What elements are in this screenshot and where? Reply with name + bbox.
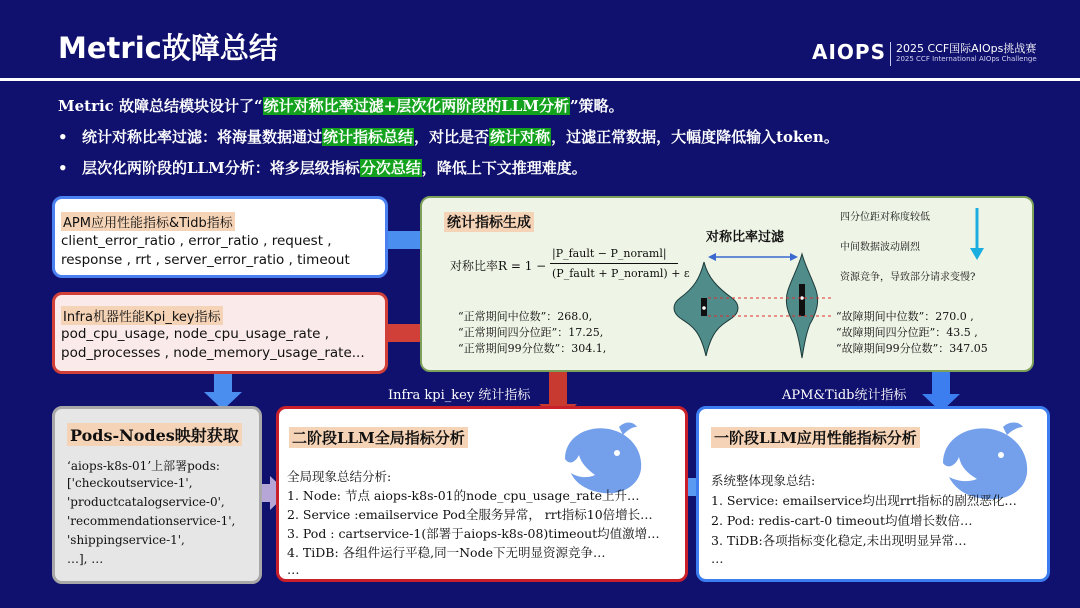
stage2-line: 2. Service :emailservice Pod全服务异常， rrt指标10倍增长… [287, 507, 653, 522]
formula-denominator: (P_fault + P_noraml) + ε [552, 267, 690, 280]
logo-text: AIOPS [812, 40, 886, 64]
page-title: Metric故障总结 [58, 31, 278, 65]
stage2-line: 1. Node: 节点 aiops-k8s-01的node_cpu_usage_rate上升… [287, 488, 640, 503]
stage1-line: 1. Service: emailservice均出现rrt指标的剧烈恶化… [711, 493, 1017, 508]
formula-numerator: |P_fault − P_noraml| [552, 247, 667, 260]
observation-note: 中间数据波动剧烈 [840, 242, 920, 253]
stage1-box-title: 一阶段LLM应用性能指标分析 [711, 427, 920, 448]
stage1-line: … [711, 551, 724, 566]
infra-metrics-line: pod_processes , node_memory_usage_rate... [61, 345, 365, 361]
stage2-line: 全局现象总结分析: [287, 469, 392, 484]
apm-metrics-box [52, 196, 388, 278]
bullet-highlight: 分次总结 [360, 159, 421, 177]
pods-line: ‘aiops-k8s-01’上部署pods: [67, 459, 220, 473]
observation-note: 资源竞争，导致部分请求变慢? [840, 272, 976, 283]
stage1-app-analysis-box [696, 406, 1050, 582]
bullet-highlight: 统计指标总结 [323, 128, 414, 146]
bullet-dot: • [58, 159, 68, 177]
stage2-line: 4. TiDB: 各组件运行平稳,同一Node下无明显资源竞争… [287, 545, 606, 560]
apm-box-title: APM应用性能指标&Tidb指标 [61, 212, 235, 231]
stage2-line: … [287, 562, 300, 577]
pods-line: 'recommendationservice-1', [67, 514, 236, 528]
bullet-text: ，对比是否 [414, 128, 490, 146]
stage1-line: 系统整体现象总结: [711, 473, 816, 488]
normal-median [702, 306, 706, 310]
fault-stat: “故障期间中位数”：270.0 , [836, 310, 974, 323]
infra-stats-label: Infra kpi_key 统计指标 [388, 388, 531, 403]
logo-en-text: 2025 CCF International AIOps Challenge [896, 55, 1037, 63]
apm-metrics-line: client_error_ratio , error_ratio , request , [61, 233, 332, 249]
normal-stat: “正常期间四分位距”：17.25, [458, 326, 604, 339]
pods-line: ['checkoutservice-1', [67, 476, 193, 490]
stage2-global-analysis-box [276, 406, 688, 582]
fault-stat: “故障期间99分位数”：347.05 [836, 342, 988, 355]
bullet-highlight: 统计对称 [490, 128, 551, 146]
bullet-text: 统计对称比率过滤：将海量数据通过 [82, 128, 323, 146]
infra-metrics-line: pod_cpu_usage, node_cpu_usage_rate , [61, 326, 329, 342]
stage2-line: 3. Pod : cartservice-1(部署于aiops-k8s-08)timeout均值激增… [287, 526, 660, 541]
normal-stat: “正常期间99分位数”：304.1, [458, 342, 607, 355]
infra-box-title: Infra机器性能Kpi_key指标 [61, 306, 223, 325]
bullet-dot: • [58, 128, 68, 146]
pods-line: 'productcatalogservice-0', [67, 495, 225, 509]
apm-stats-label: APM&Tidb统计指标 [782, 388, 907, 403]
bullet-text: ，过滤正常数据，大幅度降低输入token。 [551, 128, 839, 146]
symmetric-arrow-head-left [708, 253, 716, 261]
infra-kpi-box [52, 292, 388, 374]
fault-box [799, 284, 805, 316]
intro-highlight: 统计对称比率过滤+层次化两阶段的LLM分析 [263, 97, 569, 115]
stage1-line: 3. TiDB:各项指标变化稳定,未出现明显异常… [711, 533, 967, 548]
symmetric-arrow-head-right [790, 253, 798, 261]
stats-box-title: 统计指标生成 [444, 212, 534, 232]
intro-text-end: ”策略。 [569, 97, 624, 115]
observation-note: 四分位距对称度较低 [840, 212, 930, 223]
bullet-text: 层次化两阶段的LLM分析：将多层级指标 [82, 159, 360, 177]
pods-line: 'shippingservice-1', [67, 533, 185, 547]
logo-cn-text: 2025 CCF国际AIOps挑战赛 [896, 42, 1037, 55]
apm-metrics-line: response , rrt , server_error_ratio , timeout [61, 252, 350, 268]
arrow-infra-to-pods [204, 374, 242, 410]
stage2-box-title: 二阶段LLM全局指标分析 [289, 427, 468, 448]
fault-stat: “故障期间四分位距”：43.5 , [836, 326, 978, 339]
bullet-text: ，降低上下文推理难度。 [421, 159, 587, 177]
stats-generation-box [420, 196, 1034, 372]
formula-lhs: 对称比率R = 1 − [450, 259, 547, 273]
stage1-line: 2. Pod: redis-cart-0 timeout均值增长数倍… [711, 513, 973, 528]
symmetric-filter-label: 对称比率过滤 [706, 230, 785, 245]
pods-box-title: Pods-Nodes映射获取 [67, 423, 242, 446]
normal-stat: “正常期间中位数”：268.0, [458, 310, 593, 323]
violin-plot-figure [422, 198, 1036, 374]
pods-nodes-box [52, 406, 262, 584]
trend-arrow-head [970, 248, 984, 260]
intro-text: Metric 故障总结模块设计了“ [58, 97, 263, 115]
pods-line: …], … [67, 552, 104, 566]
